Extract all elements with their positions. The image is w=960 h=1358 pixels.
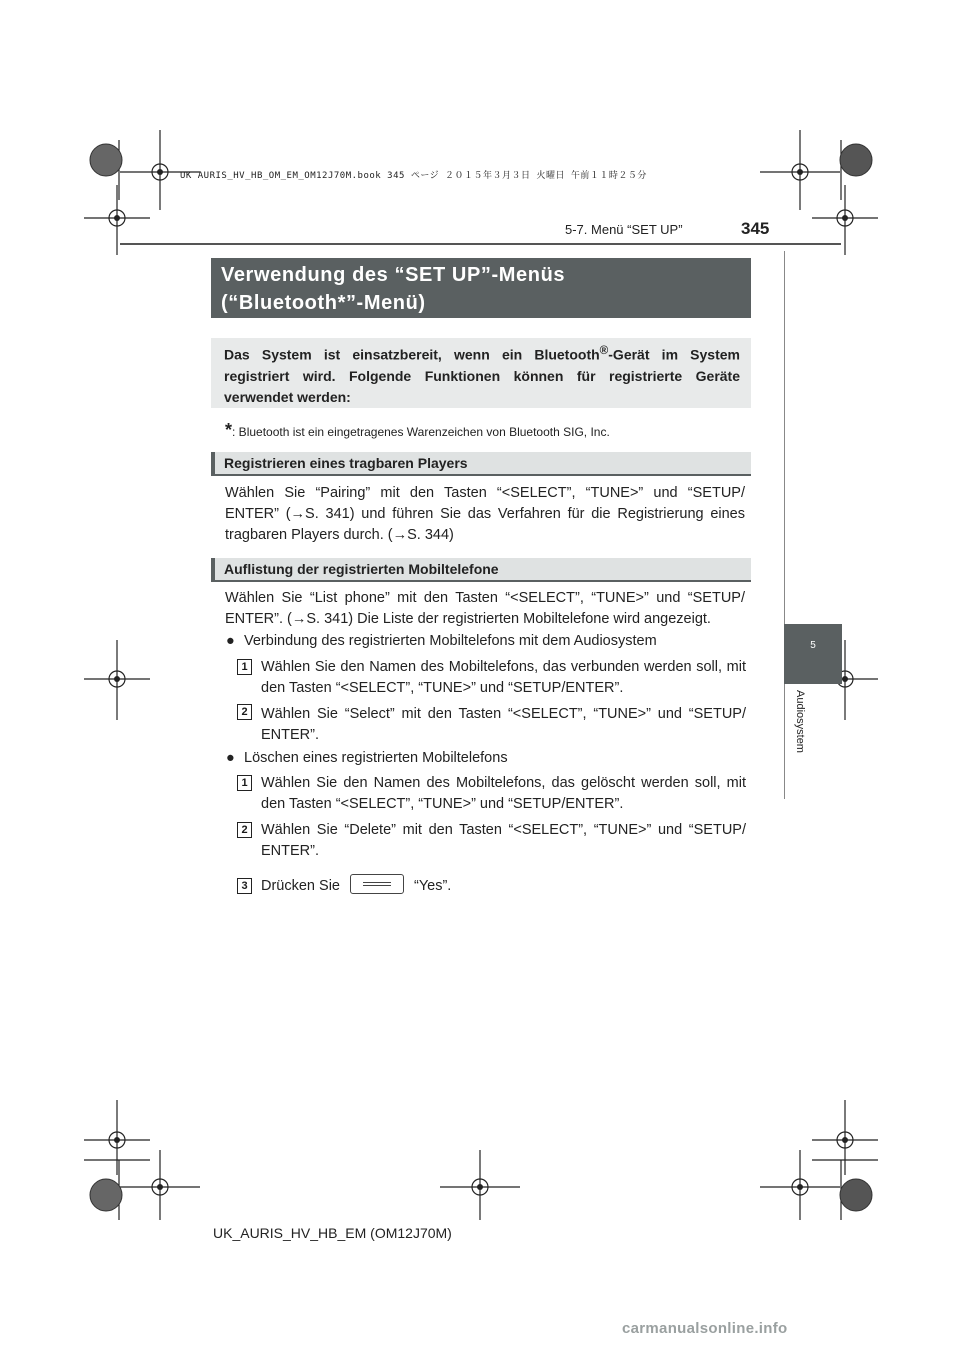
enter-key-icon	[350, 874, 404, 894]
bullet-text: Löschen eines registrierten Mobiltelefons	[244, 750, 508, 766]
side-rule	[784, 251, 785, 799]
section-paragraph-register: Wählen Sie “Pairing” mit den Tasten “<SELECT”, “TUNE>” und “SETUP/ ENTER” (→S. 341) und führen Sie das Verfahren für die Registrierung eines tragbaren Players durch. (→S. 344)	[225, 485, 745, 543]
step-text: Wählen Sie “Delete” mit den Tasten “<SELECT”, “TUNE>” und “SETUP/ ENTER”.	[261, 822, 746, 859]
section-paragraph-list: Wählen Sie “List phone” mit den Tasten “<SELECT”, “TUNE>” und “SETUP/ ENTER”. (→S. 341) Die Liste der registrierten Mobiltelefone wird angezeigt.	[225, 590, 745, 627]
section-label: 5-7. Menü “SET UP”	[565, 222, 683, 237]
chapter-title: Audiosystem	[794, 690, 806, 753]
step-number: 2	[237, 822, 252, 838]
header-rule	[120, 243, 841, 245]
footnote-star: *	[225, 420, 233, 440]
step-number: 1	[237, 659, 252, 675]
footnote-text: : Bluetooth ist ein eingetragenes Warenzeichen von Bluetooth SIG, Inc.	[232, 425, 610, 439]
intro-box	[211, 338, 751, 408]
bullet-marker: ●	[226, 633, 235, 649]
step-number: 1	[237, 775, 252, 791]
step-number: 2	[237, 704, 252, 720]
page-title	[211, 258, 751, 318]
bullet-connect	[226, 631, 657, 652]
page-number: 345	[741, 219, 770, 238]
section-heading-register: Registrieren eines tragbaren Players	[211, 452, 751, 476]
intro-text-1: Das System ist einsatzbereit, wenn ein Bluetooth	[224, 346, 600, 363]
footer-code: UK_AURIS_HV_HB_EM (OM12J70M)	[213, 1225, 452, 1241]
book-info-line: UK AURIS_HV_HB_OM_EM_OM12J70M.book 345 ページ ２０１５年３月３日 火曜日 午前１１時２５分	[180, 171, 647, 181]
step-number: 3	[237, 878, 252, 894]
registered-mark: ®	[599, 344, 609, 357]
bullet-marker: ●	[226, 750, 235, 766]
footnote	[225, 420, 610, 441]
bullet-text: Verbindung des registrierten Mobiltelefons mit dem Audiosystem	[244, 633, 657, 649]
step-text-before: Drücken Sie	[261, 878, 340, 894]
step-text: Wählen Sie den Namen des Mobiltelefons, das gelöscht werden soll, mit den Tasten “<SELECT”, “TUNE>” und “SETUP/ENTER”.	[261, 775, 746, 812]
chapter-tab	[784, 624, 842, 684]
section-heading-list: Auflistung der registrierten Mobiltelefone	[211, 558, 751, 582]
bullet-delete	[226, 748, 508, 769]
step-text-press	[261, 876, 746, 897]
title-line-2: (“Bluetooth*”-Menü)	[221, 292, 426, 314]
title-line-1: Verwendung des “SET UP”-Menüs	[221, 264, 566, 286]
step-text: Wählen Sie den Namen des Mobiltelefons, das verbunden werden soll, mit den Tasten “<SELECT”, “TUNE>” und “SETUP/ENTER”.	[261, 659, 746, 696]
watermark[interactable]: carmanualsonline.info	[622, 1320, 788, 1337]
chapter-number: 5	[810, 640, 816, 651]
step-text-after: “Yes”.	[413, 878, 452, 894]
step-text: Wählen Sie “Select” mit den Tasten “<SELECT”, “TUNE>” und “SETUP/ ENTER”.	[261, 706, 746, 743]
intro-text-2: -Gerät im System registriert wird. Folgende Funktionen können für registrierte Geräte verwendet werden:	[224, 346, 740, 405]
